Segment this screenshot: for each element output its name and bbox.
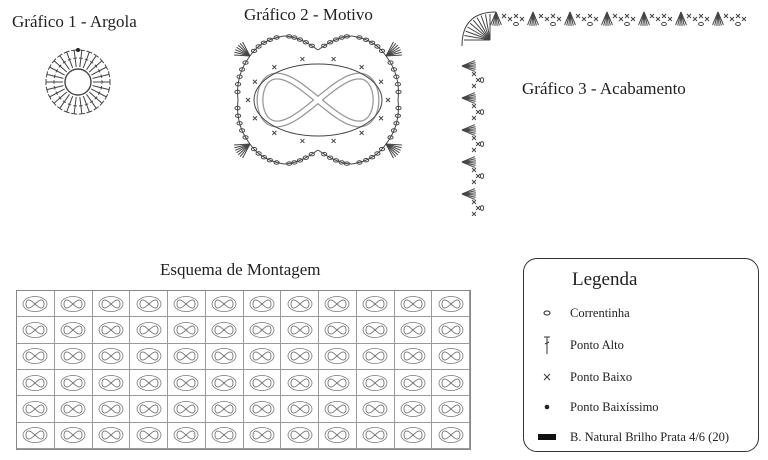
mini-motif-icon [399, 374, 427, 392]
mini-motif-icon [59, 321, 87, 339]
single-crochet-x [379, 116, 383, 120]
grid-cell-motif [395, 291, 433, 317]
grid-cell-motif [244, 396, 282, 422]
mini-motif-icon [59, 347, 87, 365]
grid-cell-motif [244, 317, 282, 343]
single-crochet-x [476, 206, 480, 210]
legend-label: Ponto Alto [570, 337, 624, 352]
mini-motif-icon [323, 295, 351, 313]
grid-cell-motif [432, 344, 470, 370]
ring-chart [40, 44, 116, 120]
grid-cell-motif [395, 317, 433, 343]
legend-label: Ponto Baixíssimo [570, 399, 659, 414]
grid-cell-motif [357, 370, 395, 396]
stitch-bar [85, 104, 88, 105]
mini-motif-icon [210, 426, 238, 444]
grid-cell-motif [206, 291, 244, 317]
mini-motif-icon [172, 347, 200, 365]
single-crochet-x [650, 14, 654, 18]
mini-motif-icon [286, 321, 314, 339]
single-crochet-x [472, 180, 476, 184]
motif-chart [232, 30, 404, 170]
legend-label: Ponto Baixo [570, 369, 633, 384]
single-crochet-x [613, 14, 617, 18]
mini-motif-icon [210, 321, 238, 339]
grid-cell-motif [357, 396, 395, 422]
grid-cell-motif [17, 423, 55, 449]
single-crochet-x [594, 17, 598, 21]
mini-motif-icon [21, 400, 49, 418]
mini-motif-icon [437, 374, 465, 392]
single-crochet-x [705, 17, 709, 21]
mini-motif-icon [59, 374, 87, 392]
grid-cell-motif [130, 396, 168, 422]
chain-stitch [736, 22, 741, 25]
mini-motif-icon [437, 400, 465, 418]
mini-motif-icon [97, 295, 125, 313]
single-crochet-x [472, 104, 476, 108]
mini-motif-icon [286, 400, 314, 418]
single-crochet-x [472, 72, 476, 76]
single-crochet-x [508, 17, 512, 21]
stitch-top [71, 113, 77, 114]
infinity-inner [260, 76, 376, 124]
single-crochet-x [476, 174, 480, 178]
mini-motif-icon [97, 426, 125, 444]
legend-label: Correntinha [570, 305, 630, 320]
grid-cell-motif [168, 396, 206, 422]
grid-cell-motif [55, 344, 93, 370]
double-crochet-icon [536, 335, 558, 355]
grid-cell-motif [395, 423, 433, 449]
legend-item [536, 367, 632, 387]
chain-stitch [480, 206, 483, 211]
grid-cell-motif [168, 291, 206, 317]
grid-cell-motif [281, 370, 319, 396]
mini-motif-icon [21, 374, 49, 392]
single-crochet-x [668, 17, 672, 21]
mini-motif-icon [437, 426, 465, 444]
mini-motif-icon [21, 321, 49, 339]
mini-motif-icon [399, 426, 427, 444]
single-crochet-x [300, 139, 304, 143]
single-crochet-x [631, 17, 635, 21]
grid-cell-motif [93, 396, 131, 422]
grid-cell-motif [319, 291, 357, 317]
grid-cell-motif [281, 423, 319, 449]
grid-cell-motif [17, 370, 55, 396]
grid-cell-motif [17, 344, 55, 370]
chain-stitch [480, 110, 483, 115]
mini-motif-icon [248, 400, 276, 418]
grid-cell-motif [168, 317, 206, 343]
grid-cell-motif [357, 344, 395, 370]
single-crochet-x [656, 17, 660, 21]
legend-item [536, 303, 630, 323]
single-crochet-x-icon [536, 372, 558, 382]
grid-cell-motif [432, 317, 470, 343]
single-crochet-x [476, 78, 480, 82]
grid-cell-motif [319, 317, 357, 343]
grid-cell-motif [206, 317, 244, 343]
mini-motif-icon [172, 374, 200, 392]
grid-cell-motif [281, 396, 319, 422]
mini-motif-icon [286, 347, 314, 365]
single-crochet-x [619, 17, 623, 21]
grid-cell-motif [130, 317, 168, 343]
grid-cell-motif [319, 423, 357, 449]
single-crochet-x [736, 14, 740, 18]
mini-motif-icon [135, 295, 163, 313]
mini-motif-icon [135, 321, 163, 339]
mini-motif-icon [361, 426, 389, 444]
grid-cell-motif [244, 291, 282, 317]
slip-stitch-dot [76, 48, 80, 52]
grid-cell-motif [168, 370, 206, 396]
single-crochet-x [662, 14, 666, 18]
grid-cell-motif [357, 291, 395, 317]
single-crochet-x [472, 148, 476, 152]
grid-cell-motif [395, 344, 433, 370]
stitch-top [79, 113, 85, 114]
single-crochet-x [386, 98, 390, 102]
chain-stitch [625, 22, 630, 25]
chain-stitch [551, 22, 556, 25]
grid-cell-motif [281, 344, 319, 370]
chain-stitch [662, 22, 667, 25]
mini-motif-icon [59, 295, 87, 313]
mini-motif-icon [97, 400, 125, 418]
mini-motif-icon [210, 400, 238, 418]
grid-cell-motif [55, 396, 93, 422]
grid-cell-motif [319, 370, 357, 396]
mini-motif-icon [361, 347, 389, 365]
mini-motif-icon [21, 426, 49, 444]
grid-cell-motif [206, 396, 244, 422]
double-crochet-stitch [83, 96, 89, 112]
grid-cell-motif [130, 291, 168, 317]
stitch-bar [54, 75, 55, 78]
single-crochet-x [379, 80, 383, 84]
mini-motif-icon [59, 400, 87, 418]
single-crochet-x [693, 17, 697, 21]
grid-cell-motif [55, 291, 93, 317]
legend-label: B. Natural Brilho Prata 4/6 (20) [570, 429, 729, 444]
single-crochet-x [332, 139, 336, 143]
mini-motif-icon [286, 295, 314, 313]
single-crochet-x [514, 14, 518, 18]
single-crochet-x [502, 14, 506, 18]
grid-cell-motif [281, 317, 319, 343]
single-crochet-x [253, 116, 257, 120]
mini-motif-icon [399, 295, 427, 313]
single-crochet-x [476, 110, 480, 114]
chain-stitch [480, 78, 483, 83]
grid-cell-motif [395, 370, 433, 396]
grid-cell-motif [319, 344, 357, 370]
single-crochet-x [551, 14, 555, 18]
corner-arc [462, 12, 496, 46]
single-crochet-x [520, 17, 524, 21]
mini-motif-icon [437, 295, 465, 313]
single-crochet-x [472, 136, 476, 140]
grid-cell-motif [93, 370, 131, 396]
single-crochet-x [476, 142, 480, 146]
mini-motif-icon [248, 321, 276, 339]
mini-motif-icon [210, 347, 238, 365]
stitch-top [57, 107, 62, 110]
mini-motif-icon [248, 295, 276, 313]
single-crochet-x [699, 14, 703, 18]
chain-stitch [699, 22, 704, 25]
grid-cell-motif [432, 291, 470, 317]
grid-cell-motif [206, 423, 244, 449]
single-crochet-x [742, 17, 746, 21]
mini-motif-icon [361, 321, 389, 339]
grid-cell-motif [206, 344, 244, 370]
legend-item [536, 335, 624, 355]
grid-cell-motif [244, 370, 282, 396]
grid-cell-motif [17, 291, 55, 317]
mini-motif-icon [135, 374, 163, 392]
single-crochet-x [472, 168, 476, 172]
single-crochet-x [557, 17, 561, 21]
single-crochet-x [332, 57, 336, 61]
stitch-bar [101, 86, 102, 89]
grid-cell-motif [17, 396, 55, 422]
grid-cell-motif [93, 423, 131, 449]
grid-cell-motif [55, 317, 93, 343]
grid-cell-motif [130, 423, 168, 449]
grid-cell-motif [281, 291, 319, 317]
mini-motif-icon [21, 347, 49, 365]
single-crochet-x [472, 212, 476, 216]
mini-motif-icon [59, 426, 87, 444]
mini-motif-icon [286, 426, 314, 444]
single-crochet-x [730, 17, 734, 21]
mini-motif-icon [21, 295, 49, 313]
mini-motif-icon [172, 321, 200, 339]
single-crochet-x [272, 131, 276, 135]
grid-cell-motif [395, 396, 433, 422]
grid-cell-motif [319, 396, 357, 422]
mini-motif-icon [172, 295, 200, 313]
mini-motif-icon [135, 347, 163, 365]
inner-ring [65, 69, 91, 95]
stitch-top [94, 54, 99, 57]
mini-motif-icon [248, 426, 276, 444]
grid-cell-motif [17, 317, 55, 343]
mini-motif-icon [437, 347, 465, 365]
grid-cell-motif [357, 317, 395, 343]
mini-motif-icon [97, 374, 125, 392]
edging-chart [456, 6, 756, 216]
stitch-top [46, 71, 47, 77]
single-crochet-x [360, 65, 364, 69]
grid-cell-motif [55, 423, 93, 449]
mini-motif-icon [323, 400, 351, 418]
mini-motif-icon [172, 400, 200, 418]
single-crochet-x [246, 98, 250, 102]
chain-stitch [480, 142, 483, 147]
single-crochet-x [576, 14, 580, 18]
double-crochet-stitch [67, 96, 73, 112]
chart3-title: Gráfico 3 - Acabamento [522, 79, 686, 98]
grid-cell-motif [168, 423, 206, 449]
mini-motif-icon [399, 400, 427, 418]
yarn-bar-icon [536, 432, 558, 442]
stitch-top [108, 71, 109, 77]
chart1-title: Gráfico 1 - Argola [12, 12, 137, 31]
mini-motif-icon [361, 374, 389, 392]
mini-motif-icon [437, 321, 465, 339]
chain-stitch [588, 22, 593, 25]
single-crochet-x [300, 57, 304, 61]
grid-cell-motif [93, 344, 131, 370]
single-crochet-x [625, 14, 629, 18]
mini-motif-icon [97, 347, 125, 365]
mini-motif-icon [135, 400, 163, 418]
stitch-bar [101, 75, 102, 78]
single-crochet-x [588, 14, 592, 18]
mini-motif-icon [248, 374, 276, 392]
grid-cell-motif [244, 344, 282, 370]
chain-oval-icon [536, 308, 558, 318]
single-crochet-x [724, 14, 728, 18]
grid-cell-motif [357, 423, 395, 449]
stitch-bar [85, 59, 88, 60]
stitch-top [108, 87, 109, 93]
mini-motif-icon [286, 374, 314, 392]
mini-motif-icon [323, 321, 351, 339]
stitch-top [57, 54, 62, 57]
single-crochet-x [253, 80, 257, 84]
grid-cell-motif [93, 291, 131, 317]
mini-motif-icon [210, 374, 238, 392]
grid-cell-motif [432, 423, 470, 449]
single-crochet-x [687, 14, 691, 18]
single-crochet-x [272, 65, 276, 69]
mini-motif-icon [361, 295, 389, 313]
single-crochet-x [360, 131, 364, 135]
assembly-title: Esquema de Montagem [160, 260, 321, 279]
grid-cell-motif [93, 317, 131, 343]
legend-title: Legenda [572, 269, 638, 290]
legend-item [536, 427, 729, 447]
grid-cell-motif [130, 370, 168, 396]
assembly-grid [16, 290, 471, 450]
grid-cell-motif [432, 396, 470, 422]
mini-motif-icon [210, 295, 238, 313]
grid-cell-motif [168, 344, 206, 370]
mini-motif-icon [135, 426, 163, 444]
mini-motif-icon [172, 426, 200, 444]
grid-cell-motif [206, 370, 244, 396]
grid-cell-motif [130, 344, 168, 370]
grid-cell-motif [55, 370, 93, 396]
mini-motif-icon [97, 321, 125, 339]
single-crochet-x [539, 14, 543, 18]
stitch-top [94, 107, 99, 110]
mini-motif-icon [399, 347, 427, 365]
stitch-bar [54, 86, 55, 89]
single-crochet-x [472, 84, 476, 88]
mini-motif-icon [323, 347, 351, 365]
chain-stitch [480, 174, 483, 179]
single-crochet-x [545, 17, 549, 21]
legend-item [536, 397, 659, 417]
single-crochet-x [472, 200, 476, 204]
mini-motif-icon [323, 426, 351, 444]
mini-motif-icon [399, 321, 427, 339]
slip-stitch-dot-icon [536, 402, 558, 412]
legend-box [523, 258, 759, 452]
chart2-title: Gráfico 2 - Motivo [244, 5, 373, 24]
single-crochet-x [472, 116, 476, 120]
mini-motif-icon [361, 400, 389, 418]
grid-cell-motif [244, 423, 282, 449]
mini-motif-icon [323, 374, 351, 392]
mini-motif-icon [248, 347, 276, 365]
grid-cell-motif [432, 370, 470, 396]
stitch-bar [68, 59, 71, 60]
stitch-top [46, 87, 47, 93]
stitch-bar [68, 104, 71, 105]
chain-stitch [514, 22, 519, 25]
single-crochet-x [582, 17, 586, 21]
